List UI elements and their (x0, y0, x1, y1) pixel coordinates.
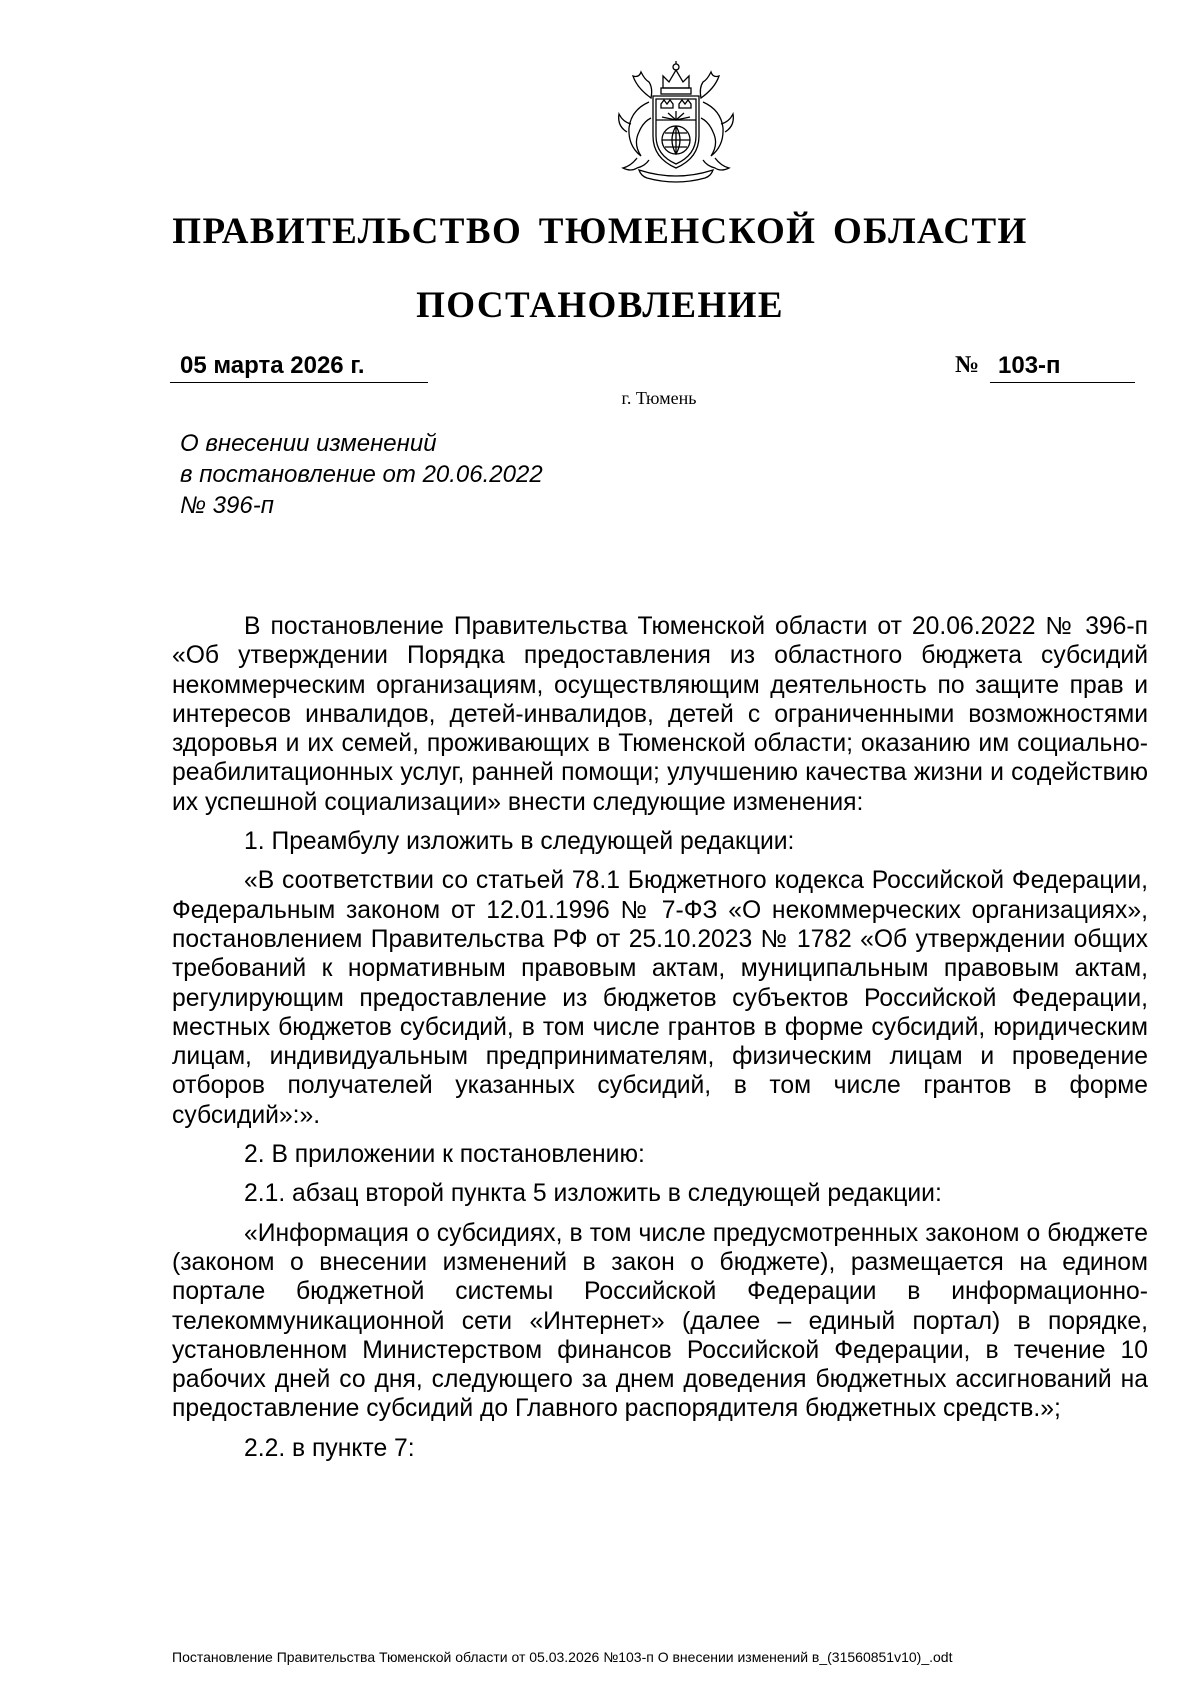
page-footer: Постановление Правительства Тюменской области от 05.03.2026 №103-п О внесении изменений в_(31560851v10)_.odt (172, 1649, 953, 1665)
government-title: ПРАВИТЕЛЬСТВО ТЮМЕНСКОЙ ОБЛАСТИ (172, 211, 1028, 252)
document-body (172, 612, 1148, 1473)
subject-line: № 396-п (180, 492, 274, 519)
tyumen-region-coat-of-arms-icon (601, 58, 751, 186)
document-type: ПОСТАНОВЛЕНИЕ (416, 285, 784, 326)
number-sign: № (955, 352, 980, 378)
body-paragraph: 2. В приложении к постановлению: (244, 1141, 645, 1169)
body-paragraph: «Информация о субсидиях, в том числе предусмотренных законом о бюджете (законом о внесении изменений в закон о бюджете), размещается на едином портале бюджетной системы Российской Федерации в информационно-телекоммуникационной сети «Интернет» (далее – единый портал) в порядке, установленном Министерством финансов Российской Федерации, в течение 10 рабочих дней со дня, следующего за днем доведения бюджетных ассигнований на предоставление субсидий до Главного распорядителя бюджетных средств.»; (172, 1219, 1148, 1423)
document-date: 05 марта 2026 г. (180, 352, 365, 379)
city: г. Тюмень (621, 388, 697, 408)
date-field (170, 350, 428, 383)
body-paragraph: В постановление Правительства Тюменской области от 20.06.2022 № 396-п «Об утверждении Порядка предоставления из областного бюджета субсидий некоммерческим организациям, осуществляющим деятельность по защите прав и интересов инвалидов, детей-инвалидов, детей с ограниченными возможностями здоровья и их семей, проживающих в Тюменской области; оказанию им социально-реабилитационных услуг, ранней помощи; улучшению качества жизни и содействию их успешной социализации» внести следующие изменения: (172, 613, 1148, 816)
document-number: 103-п (998, 352, 1061, 379)
document-subject (180, 428, 543, 521)
body-paragraph: «В соответствии со статьей 78.1 Бюджетного кодекса Российской Федерации, Федеральным законом от 12.01.1996 № 7-ФЗ «О некоммерческих организациях», постановлением Правительства РФ от 25.10.2023 № 1782 «Об утверждении общих требований к нормативным правовым актам, муниципальным правовым актам, регулирующим предоставление из бюджетов субъектов Российской Федерации, местных бюджетов субсидий, в том числе грантов в форме субсидий, юридическим лицам, индивидуальным предпринимателям, физическим лицам и проведение отборов получателей указанных субсидий, в том числе грантов в форме субсидий»:». (172, 867, 1148, 1129)
body-paragraph: 2.2. в пункте 7: (244, 1434, 415, 1462)
body-paragraph: 2.1. абзац второй пункта 5 изложить в следующей редакции: (244, 1180, 942, 1208)
body-paragraph: 1. Преамбулу изложить в следующей редакции: (244, 828, 795, 856)
subject-line: О внесении изменений (180, 430, 437, 457)
number-field (990, 350, 1135, 383)
subject-line: в постановление от 20.06.2022 (180, 461, 543, 488)
